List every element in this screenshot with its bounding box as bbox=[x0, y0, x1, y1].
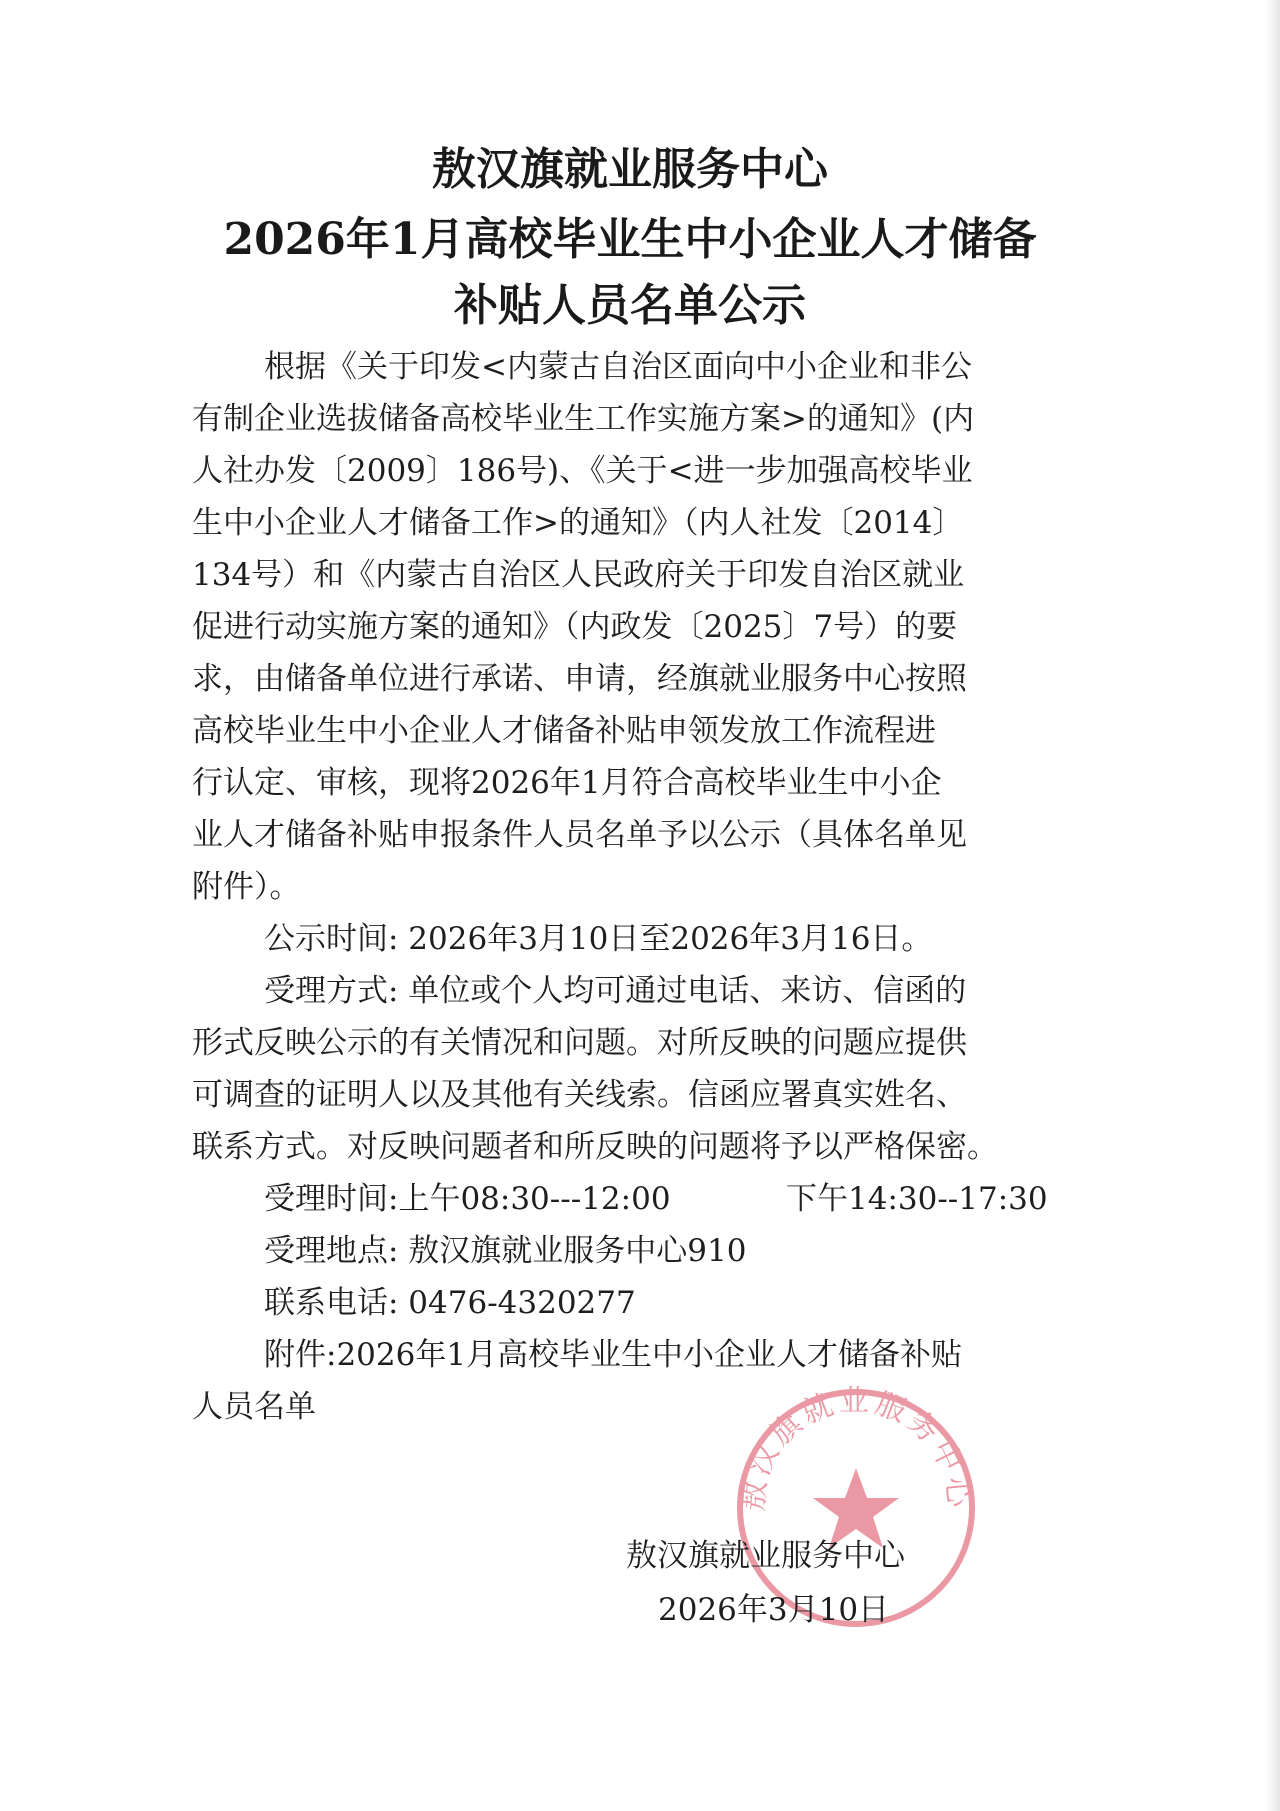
acceptance-line-3: 可调查的证明人以及其他有关线索。信函应署真实姓名、 bbox=[192, 1077, 967, 1113]
para1-line-5: 134号）和《内蒙古自治区人民政府关于印发自治区就业 bbox=[192, 557, 965, 593]
para1-line-9: 行认定、审核，现将2026年1月符合高校毕业生中小企 bbox=[192, 765, 942, 801]
para1-line-1: 根据《关于印发<内蒙古自治区面向中小企业和非公 bbox=[264, 349, 972, 385]
para1-line-6: 促进行动实施方案的通知》（内政发〔2025〕7号）的要 bbox=[192, 609, 958, 645]
signature-date: 2026年3月10日 bbox=[658, 1592, 890, 1628]
para1-line-8: 高校毕业生中小企业人才储备补贴申领发放工作流程进 bbox=[192, 713, 936, 749]
acceptance-place: 受理地点: 敖汉旗就业服务中心910 bbox=[264, 1233, 747, 1269]
seal-star-icon bbox=[813, 1468, 899, 1548]
seal-text: 敖汉旗就业服务中心 bbox=[735, 1384, 977, 1513]
para1-line-11: 附件）。 bbox=[192, 869, 301, 905]
acceptance-time-pm: 下午14:30--17:30 bbox=[786, 1181, 1048, 1217]
attachment-line-2: 人员名单 bbox=[192, 1389, 316, 1425]
acceptance-line-4: 联系方式。对反映问题者和所反映的问题将予以严格保密。 bbox=[192, 1129, 998, 1165]
para1-line-2: 有制企业选拔储备高校毕业生工作实施方案>的通知》(内 bbox=[192, 401, 975, 437]
page-edge-shadow bbox=[1266, 0, 1280, 1811]
title-line-1: 敖汉旗就业服务中心 bbox=[432, 144, 828, 195]
attachment-line-1: 附件:2026年1月高校毕业生中小企业人才储备补贴 bbox=[264, 1337, 963, 1373]
para1-line-3: 人社办发〔2009〕186号)、《关于<进一步加强高校毕业 bbox=[192, 453, 973, 489]
acceptance-line-2: 形式反映公示的有关情况和问题。对所反映的问题应提供 bbox=[192, 1025, 967, 1061]
para1-line-10: 业人才储备补贴申报条件人员名单予以公示（具体名单见 bbox=[192, 817, 967, 853]
contact-phone: 联系电话: 0476-4320277 bbox=[264, 1285, 636, 1321]
title-line-2: 2026年1月高校毕业生中小企业人才储备 bbox=[223, 214, 1037, 265]
acceptance-time-am: 受理时间:上午08:30---12:00 bbox=[264, 1181, 671, 1217]
publicity-time: 公示时间: 2026年3月10日至2026年3月16日。 bbox=[264, 921, 933, 957]
signature-org: 敖汉旗就业服务中心 bbox=[626, 1538, 905, 1574]
title-line-3: 补贴人员名单公示 bbox=[454, 280, 806, 331]
acceptance-line-1: 受理方式: 单位或个人均可通过电话、来访、信函的 bbox=[264, 973, 967, 1009]
para1-line-7: 求，由储备单位进行承诺、申请，经旗就业服务中心按照 bbox=[192, 661, 967, 697]
para1-line-4: 生中小企业人才储备工作>的通知》（内人社发〔2014〕 bbox=[192, 505, 964, 541]
